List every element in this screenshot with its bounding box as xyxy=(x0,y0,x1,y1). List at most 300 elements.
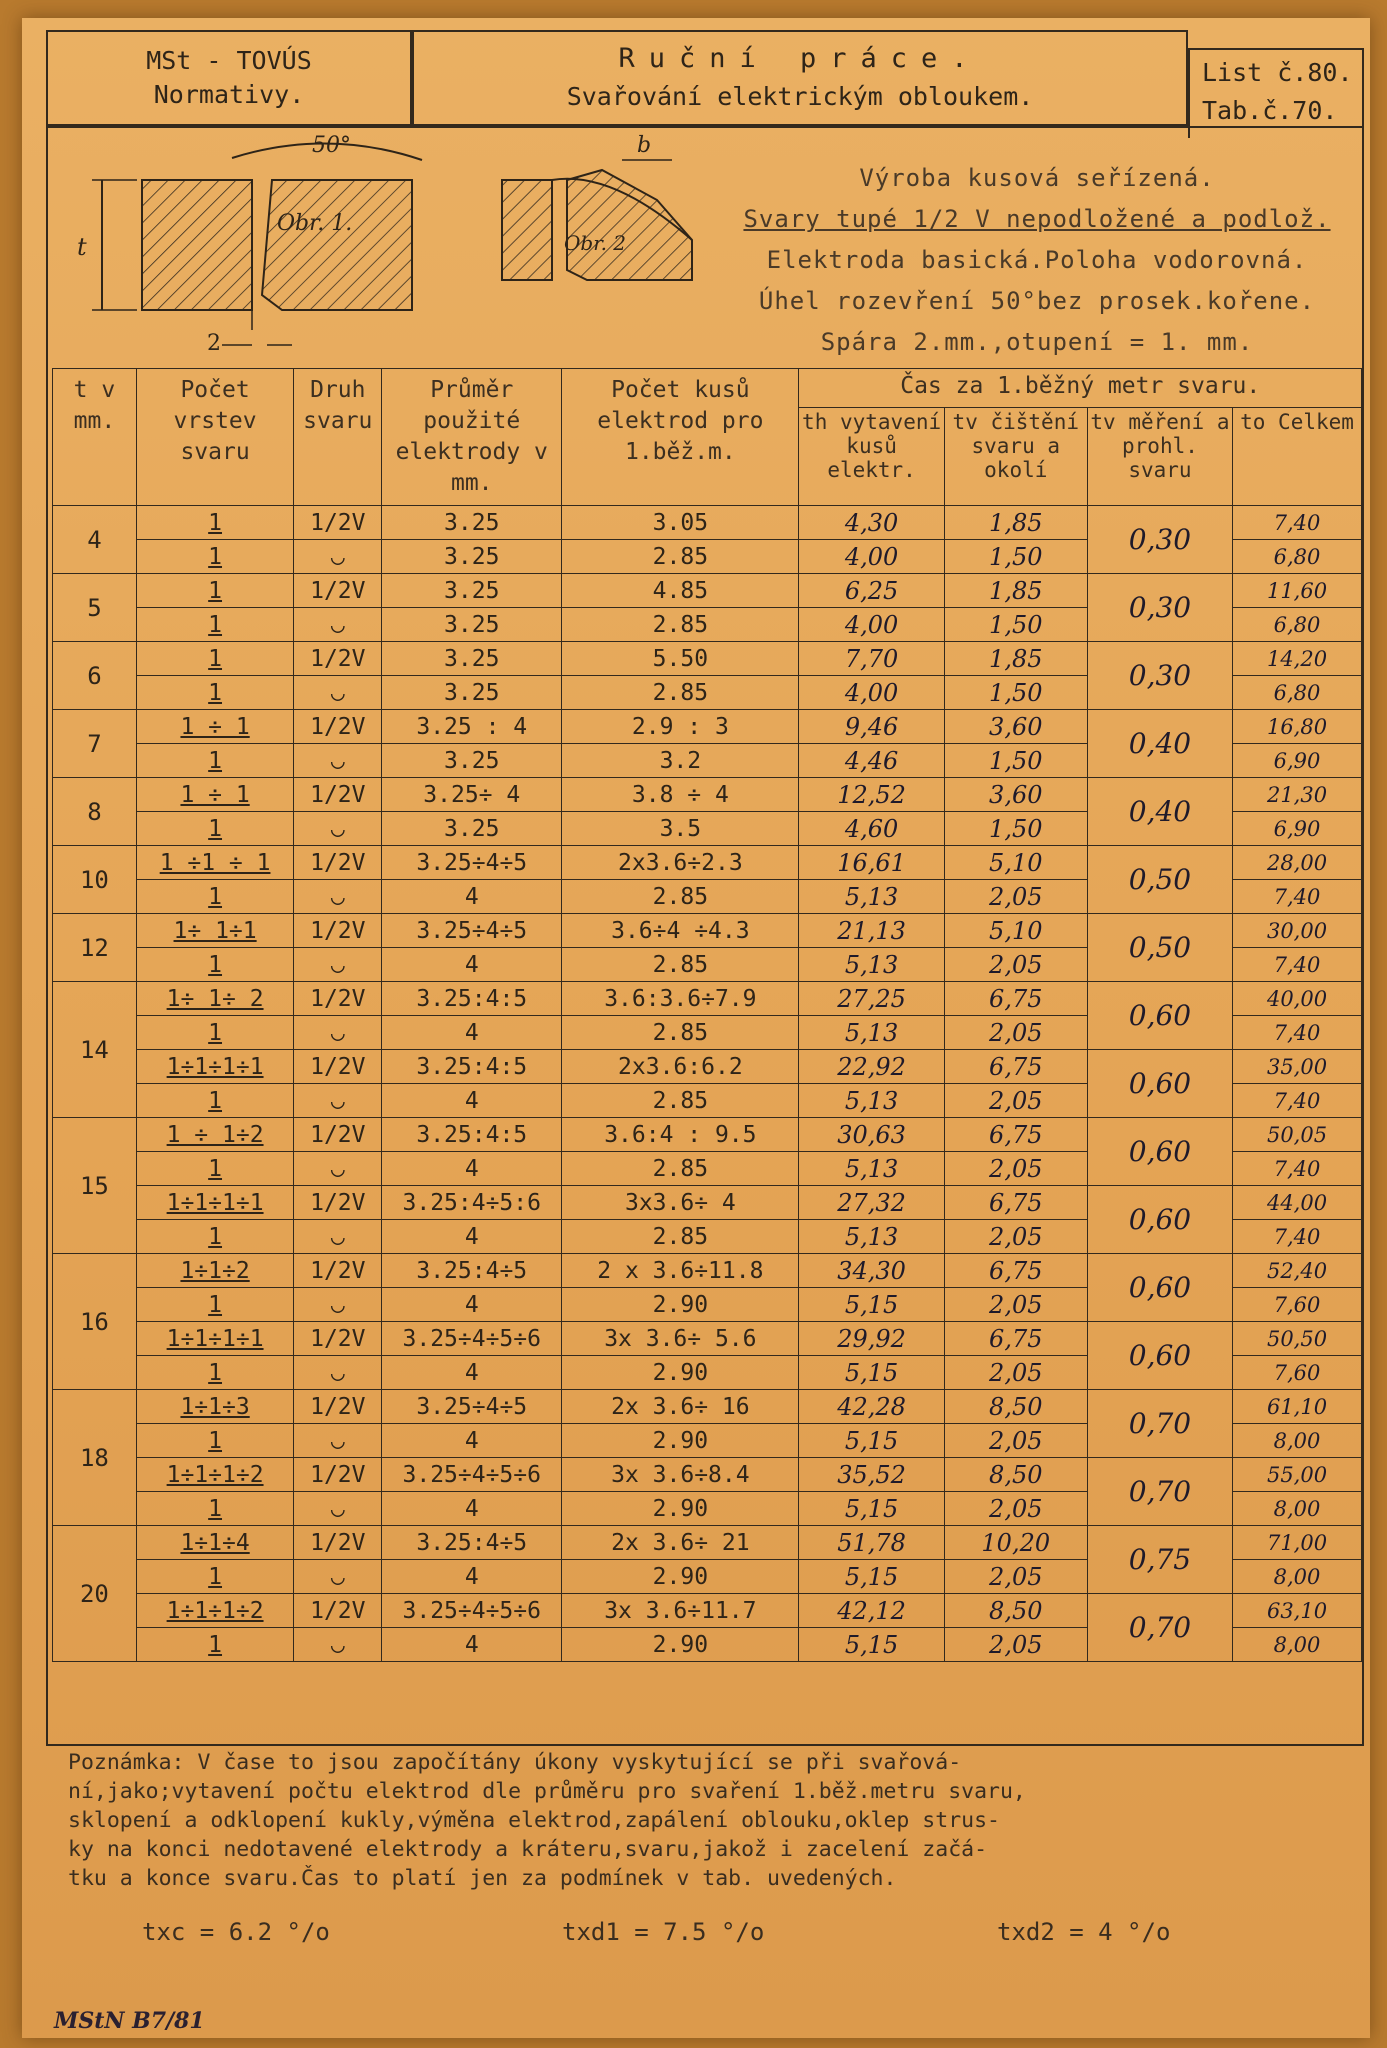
cell-electrode-diameter: 4 xyxy=(382,948,562,982)
cell-time-total: 7,40 xyxy=(1233,948,1362,982)
sketch-thickness-label: t xyxy=(77,233,87,261)
cell-time-tv-measuring: 0,70 xyxy=(1087,1458,1232,1526)
header-right-line1: List č.80. xyxy=(1202,58,1353,87)
cell-thickness: 6 xyxy=(53,642,137,710)
cell-weld-type: 1/2V xyxy=(294,506,382,540)
cell-time-tv-cleaning: 1,85 xyxy=(944,506,1087,540)
table-row xyxy=(53,1050,1362,1084)
info-line-5: Spára 2.mm.,otupení = 1. mm. xyxy=(820,328,1254,356)
cell-time-tv-measuring: 0,30 xyxy=(1087,642,1232,710)
cell-electrode-diameter: 3.25 xyxy=(382,608,562,642)
col-header-total: to Celkem xyxy=(1233,408,1362,506)
cell-time-total: 63,10 xyxy=(1233,1594,1362,1628)
cell-time-total: 21,30 xyxy=(1233,778,1362,812)
cell-weld-type: ◡ xyxy=(294,608,382,642)
cell-layers: 1 xyxy=(136,1288,293,1322)
cell-weld-type: ◡ xyxy=(294,1152,382,1186)
cell-electrode-diameter: 3.25 : 4 xyxy=(382,710,562,744)
cell-layers: 1 ÷1 ÷ 1 xyxy=(136,846,293,880)
cell-time-tv-measuring: 0,60 xyxy=(1087,1050,1232,1118)
cell-layers: 1÷1÷1÷1 xyxy=(136,1050,293,1084)
cell-layers: 1 xyxy=(136,676,293,710)
cell-time-total: 50,50 xyxy=(1233,1322,1362,1356)
cell-time-tv-measuring: 0,50 xyxy=(1087,914,1232,982)
cell-time-tv-cleaning: 1,50 xyxy=(944,608,1087,642)
cell-electrode-count: 2x 3.6÷ 16 xyxy=(562,1390,799,1424)
weld-joint-sketch xyxy=(77,130,722,362)
info-line-3: Elektroda basická.Poloha vodorovná. xyxy=(766,246,1308,274)
cell-time-th: 27,32 xyxy=(799,1186,944,1220)
cell-weld-type: ◡ xyxy=(294,1016,382,1050)
cell-layers: 1 xyxy=(136,1356,293,1390)
cell-layers: 1 xyxy=(136,1560,293,1594)
cell-electrode-diameter: 3.25:4:5 xyxy=(382,1050,562,1084)
cell-electrode-diameter: 3.25:4÷5:6 xyxy=(382,1186,562,1220)
table-row xyxy=(53,574,1362,608)
cell-time-tv-cleaning: 1,85 xyxy=(944,642,1087,676)
cell-time-th: 4,00 xyxy=(799,608,944,642)
cell-layers: 1÷ 1÷ 2 xyxy=(136,982,293,1016)
cell-electrode-diameter: 4 xyxy=(382,1356,562,1390)
cell-electrode-count: 2.85 xyxy=(562,540,799,574)
cell-time-total: 11,60 xyxy=(1233,574,1362,608)
cell-time-th: 5,13 xyxy=(799,1016,944,1050)
cell-time-tv-measuring: 0,60 xyxy=(1087,1118,1232,1186)
info-line-1: Výroba kusová seřízená. xyxy=(859,164,1215,192)
sketch-fig2-label: Obr. 2 xyxy=(564,231,627,255)
cell-time-tv-measuring: 0,75 xyxy=(1087,1526,1232,1594)
cell-electrode-diameter: 3.25÷4÷5 xyxy=(382,1390,562,1424)
cell-electrode-count: 3x3.6÷ 4 xyxy=(562,1186,799,1220)
cell-time-total: 50,05 xyxy=(1233,1118,1362,1152)
cell-layers: 1 xyxy=(136,1424,293,1458)
cell-time-th: 51,78 xyxy=(799,1526,944,1560)
cell-thickness: 15 xyxy=(53,1118,137,1254)
cell-electrode-diameter: 3.25 xyxy=(382,744,562,778)
cell-layers: 1÷1÷1÷1 xyxy=(136,1186,293,1220)
cell-weld-type: 1/2V xyxy=(294,1118,382,1152)
cell-weld-type: 1/2V xyxy=(294,778,382,812)
header-mid-line2: Svařování elektrickým obloukem. xyxy=(566,82,1034,111)
cell-layers: 1 xyxy=(136,574,293,608)
cell-electrode-diameter: 3.25 xyxy=(382,540,562,574)
cell-electrode-count: 2.85 xyxy=(562,608,799,642)
cell-time-total: 40,00 xyxy=(1233,982,1362,1016)
cell-time-tv-cleaning: 5,10 xyxy=(944,914,1087,948)
cell-time-total: 7,40 xyxy=(1233,1016,1362,1050)
cell-layers: 1 ÷ 1 xyxy=(136,710,293,744)
cell-layers: 1 xyxy=(136,608,293,642)
cell-electrode-diameter: 3.25:4÷5 xyxy=(382,1254,562,1288)
cell-time-tv-cleaning: 2,05 xyxy=(944,1356,1087,1390)
cell-time-th: 5,13 xyxy=(799,1220,944,1254)
cell-layers: 1 xyxy=(136,1016,293,1050)
cell-time-th: 42,28 xyxy=(799,1390,944,1424)
cell-time-total: 52,40 xyxy=(1233,1254,1362,1288)
cell-electrode-count: 2.85 xyxy=(562,948,799,982)
cell-layers: 1÷1÷2 xyxy=(136,1254,293,1288)
cell-time-tv-cleaning: 2,05 xyxy=(944,1424,1087,1458)
cell-time-total: 28,00 xyxy=(1233,846,1362,880)
table-row xyxy=(53,846,1362,880)
cell-thickness: 12 xyxy=(53,914,137,982)
sketch-gap-label: 2 xyxy=(207,331,221,356)
cell-electrode-count: 2.90 xyxy=(562,1560,799,1594)
cell-layers: 1 xyxy=(136,642,293,676)
cell-time-tv-cleaning: 1,50 xyxy=(944,744,1087,778)
document-sheet xyxy=(22,18,1370,2038)
cell-layers: 1÷1÷1÷2 xyxy=(136,1458,293,1492)
allowance-txc: txc = 6.2 °/o xyxy=(142,1918,330,1946)
cell-time-total: 7,40 xyxy=(1233,506,1362,540)
cell-electrode-count: 2.85 xyxy=(562,1152,799,1186)
cell-time-tv-cleaning: 3,60 xyxy=(944,778,1087,812)
cell-electrode-count: 3.5 xyxy=(562,812,799,846)
cell-time-tv-cleaning: 2,05 xyxy=(944,1288,1087,1322)
cell-layers: 1 xyxy=(136,1220,293,1254)
cell-electrode-count: 4.85 xyxy=(562,574,799,608)
cell-thickness: 16 xyxy=(53,1254,137,1390)
cell-electrode-count: 2.85 xyxy=(562,1220,799,1254)
header-right-line2: Tab.č.70. xyxy=(1202,96,1338,125)
cell-time-tv-cleaning: 2,05 xyxy=(944,1560,1087,1594)
cell-time-total: 7,40 xyxy=(1233,1084,1362,1118)
col-header-time-group: Čas za 1.běžný metr svaru. xyxy=(799,369,1362,408)
cell-time-th: 42,12 xyxy=(799,1594,944,1628)
cell-electrode-count: 3.05 xyxy=(562,506,799,540)
cell-time-th: 5,15 xyxy=(799,1628,944,1662)
cell-weld-type: ◡ xyxy=(294,1084,382,1118)
cell-time-th: 4,46 xyxy=(799,744,944,778)
cell-electrode-diameter: 4 xyxy=(382,1492,562,1526)
cell-time-tv-cleaning: 2,05 xyxy=(944,1220,1087,1254)
cell-thickness: 18 xyxy=(53,1390,137,1526)
cell-electrode-count: 5.50 xyxy=(562,642,799,676)
cell-time-total: 44,00 xyxy=(1233,1186,1362,1220)
cell-time-th: 29,92 xyxy=(799,1322,944,1356)
sketch-angle-label: 50° xyxy=(312,133,351,158)
table-row xyxy=(53,1458,1362,1492)
cell-time-th: 27,25 xyxy=(799,982,944,1016)
cell-time-tv-measuring: 0,70 xyxy=(1087,1594,1232,1662)
cell-weld-type: 1/2V xyxy=(294,1526,382,1560)
cell-electrode-count: 3.8 ÷ 4 xyxy=(562,778,799,812)
cell-weld-type: 1/2V xyxy=(294,846,382,880)
cell-electrode-diameter: 3.25÷ 4 xyxy=(382,778,562,812)
cell-time-total: 8,00 xyxy=(1233,1628,1362,1662)
cell-time-tv-cleaning: 6,75 xyxy=(944,1322,1087,1356)
cell-time-tv-measuring: 0,50 xyxy=(1087,846,1232,914)
note-line-4: ky na konci nedotavené elektrody a kráteru,svaru,jakož i zacelení začá- xyxy=(68,1837,988,1862)
cell-electrode-diameter: 3.25÷4÷5 xyxy=(382,914,562,948)
cell-weld-type: ◡ xyxy=(294,1424,382,1458)
cell-weld-type: ◡ xyxy=(294,540,382,574)
cell-time-tv-cleaning: 6,75 xyxy=(944,1050,1087,1084)
col-header-electrode-diameter: Průměr použité elektrody v mm. xyxy=(382,369,562,506)
note-line-3: sklopení a odklopení kukly,výměna elektrod,zapálení oblouku,oklep strus- xyxy=(68,1808,1000,1833)
cell-weld-type: ◡ xyxy=(294,744,382,778)
cell-time-th: 5,13 xyxy=(799,948,944,982)
cell-electrode-diameter: 4 xyxy=(382,1288,562,1322)
cell-time-tv-cleaning: 2,05 xyxy=(944,1152,1087,1186)
cell-layers: 1 xyxy=(136,1152,293,1186)
cell-weld-type: ◡ xyxy=(294,1288,382,1322)
cell-layers: 1÷1÷3 xyxy=(136,1390,293,1424)
table-row xyxy=(53,1322,1362,1356)
cell-time-tv-measuring: 0,60 xyxy=(1087,982,1232,1050)
cell-time-tv-cleaning: 8,50 xyxy=(944,1458,1087,1492)
cell-time-total: 55,00 xyxy=(1233,1458,1362,1492)
footnote xyxy=(68,1748,1364,1893)
cell-electrode-diameter: 3.25÷4÷5÷6 xyxy=(382,1594,562,1628)
cell-time-th: 9,46 xyxy=(799,710,944,744)
cell-electrode-diameter: 4 xyxy=(382,880,562,914)
cell-electrode-count: 2.90 xyxy=(562,1356,799,1390)
cell-weld-type: 1/2V xyxy=(294,1186,382,1220)
table-row xyxy=(53,1186,1362,1220)
cell-time-th: 22,92 xyxy=(799,1050,944,1084)
cell-layers: 1 xyxy=(136,1628,293,1662)
cell-time-total: 8,00 xyxy=(1233,1560,1362,1594)
cell-weld-type: 1/2V xyxy=(294,1050,382,1084)
cell-layers: 1 xyxy=(136,1084,293,1118)
cell-time-total: 16,80 xyxy=(1233,710,1362,744)
cell-time-tv-measuring: 0,60 xyxy=(1087,1186,1232,1254)
cell-time-tv-measuring: 0,40 xyxy=(1087,778,1232,846)
cell-electrode-diameter: 4 xyxy=(382,1016,562,1050)
cell-time-tv-cleaning: 2,05 xyxy=(944,1016,1087,1050)
cell-time-th: 5,13 xyxy=(799,880,944,914)
cell-electrode-count: 3x 3.6÷ 5.6 xyxy=(562,1322,799,1356)
cell-time-th: 5,13 xyxy=(799,1152,944,1186)
cell-electrode-count: 3x 3.6÷11.7 xyxy=(562,1594,799,1628)
cell-time-tv-cleaning: 6,75 xyxy=(944,1254,1087,1288)
note-line-5: tku a konce svaru.Čas to platí jen za podmínek v tab. uvedených. xyxy=(68,1866,897,1891)
cell-electrode-diameter: 3.25 xyxy=(382,574,562,608)
cell-electrode-count: 2.90 xyxy=(562,1628,799,1662)
cell-electrode-diameter: 4 xyxy=(382,1560,562,1594)
cell-time-th: 34,30 xyxy=(799,1254,944,1288)
cell-electrode-diameter: 3.25 xyxy=(382,812,562,846)
cell-electrode-count: 2.90 xyxy=(562,1288,799,1322)
cell-time-th: 4,00 xyxy=(799,676,944,710)
cell-time-total: 71,00 xyxy=(1233,1526,1362,1560)
cell-electrode-diameter: 3.25:4:5 xyxy=(382,982,562,1016)
cell-time-tv-cleaning: 2,05 xyxy=(944,948,1087,982)
cell-weld-type: 1/2V xyxy=(294,1390,382,1424)
production-info xyxy=(712,158,1362,363)
cell-weld-type: ◡ xyxy=(294,1628,382,1662)
cell-weld-type: ◡ xyxy=(294,948,382,982)
cell-layers: 1÷1÷1÷1 xyxy=(136,1322,293,1356)
cell-weld-type: ◡ xyxy=(294,1356,382,1390)
cell-time-total: 7,60 xyxy=(1233,1356,1362,1390)
col-header-layers: Počet vrstev svaru xyxy=(136,369,293,506)
cell-time-th: 6,25 xyxy=(799,574,944,608)
cell-thickness: 10 xyxy=(53,846,137,914)
table-row xyxy=(53,1526,1362,1560)
cell-time-th: 5,15 xyxy=(799,1356,944,1390)
cell-electrode-diameter: 3.25 xyxy=(382,506,562,540)
header-sheet-number xyxy=(1188,48,1364,138)
cell-weld-type: 1/2V xyxy=(294,1594,382,1628)
cell-time-tv-cleaning: 6,75 xyxy=(944,1118,1087,1152)
cell-time-total: 61,10 xyxy=(1233,1390,1362,1424)
cell-time-th: 21,13 xyxy=(799,914,944,948)
cell-time-tv-cleaning: 2,05 xyxy=(944,1492,1087,1526)
info-line-4: Úhel rozevření 50°bez prosek.kořene. xyxy=(758,287,1316,315)
cell-electrode-count: 3.2 xyxy=(562,744,799,778)
col-header-th: th vytavení kusů elektr. xyxy=(799,408,944,506)
cell-layers: 1 xyxy=(136,880,293,914)
cell-time-tv-measuring: 0,30 xyxy=(1087,506,1232,574)
cell-layers: 1 xyxy=(136,744,293,778)
cell-time-total: 6,80 xyxy=(1233,540,1362,574)
header-left-line2: Normativy. xyxy=(153,80,305,109)
cell-electrode-count: 2.85 xyxy=(562,1016,799,1050)
col-header-electrode-count: Počet kusů elektrod pro 1.běž.m. xyxy=(562,369,799,506)
cell-electrode-diameter: 3.25÷4÷5÷6 xyxy=(382,1458,562,1492)
cell-weld-type: ◡ xyxy=(294,880,382,914)
table-row xyxy=(53,778,1362,812)
header-organization xyxy=(46,30,412,126)
cell-time-tv-cleaning: 1,50 xyxy=(944,676,1087,710)
cell-layers: 1÷1÷1÷2 xyxy=(136,1594,293,1628)
cell-weld-type: ◡ xyxy=(294,1492,382,1526)
cell-weld-type: 1/2V xyxy=(294,1322,382,1356)
sketch-b-label: b xyxy=(637,133,652,158)
cell-electrode-count: 2.90 xyxy=(562,1492,799,1526)
cell-electrode-count: 2 x 3.6÷11.8 xyxy=(562,1254,799,1288)
cell-thickness: 20 xyxy=(53,1526,137,1662)
table-row xyxy=(53,710,1362,744)
cell-time-total: 7,40 xyxy=(1233,880,1362,914)
cell-time-tv-measuring: 0,60 xyxy=(1087,1254,1232,1322)
cell-weld-type: 1/2V xyxy=(294,574,382,608)
cell-weld-type: ◡ xyxy=(294,676,382,710)
cell-time-tv-cleaning: 1,50 xyxy=(944,812,1087,846)
cell-layers: 1 ÷ 1 xyxy=(136,778,293,812)
cell-time-th: 4,00 xyxy=(799,540,944,574)
cell-time-total: 30,00 xyxy=(1233,914,1362,948)
cell-time-th: 30,63 xyxy=(799,1118,944,1152)
cell-time-th: 5,15 xyxy=(799,1424,944,1458)
cell-time-th: 4,30 xyxy=(799,506,944,540)
cell-electrode-count: 3.6÷4 ÷4.3 xyxy=(562,914,799,948)
cell-electrode-count: 3.6:3.6÷7.9 xyxy=(562,982,799,1016)
cell-electrode-diameter: 3.25 xyxy=(382,642,562,676)
cell-electrode-diameter: 4 xyxy=(382,1220,562,1254)
cell-time-total: 6,80 xyxy=(1233,676,1362,710)
table-row xyxy=(53,642,1362,676)
cell-time-th: 35,52 xyxy=(799,1458,944,1492)
note-line-2: ní,jako;vytavení počtu elektrod dle průměru pro svaření 1.běž.metru svaru, xyxy=(68,1779,1026,1804)
cell-time-total: 7,40 xyxy=(1233,1220,1362,1254)
cell-weld-type: 1/2V xyxy=(294,982,382,1016)
cell-thickness: 5 xyxy=(53,574,137,642)
cell-time-tv-measuring: 0,40 xyxy=(1087,710,1232,778)
cell-electrode-diameter: 4 xyxy=(382,1628,562,1662)
header-mid-line1: Ruční práce. xyxy=(618,43,982,74)
cell-layers: 1 ÷ 1÷2 xyxy=(136,1118,293,1152)
cell-electrode-diameter: 4 xyxy=(382,1084,562,1118)
cell-time-th: 7,70 xyxy=(799,642,944,676)
cell-time-tv-cleaning: 2,05 xyxy=(944,1628,1087,1662)
cell-time-tv-measuring: 0,60 xyxy=(1087,1322,1232,1390)
cell-time-total: 7,60 xyxy=(1233,1288,1362,1322)
cell-weld-type: 1/2V xyxy=(294,1458,382,1492)
cell-weld-type: ◡ xyxy=(294,1220,382,1254)
cell-electrode-diameter: 3.25:4÷5 xyxy=(382,1526,562,1560)
cell-electrode-diameter: 3.25:4:5 xyxy=(382,1118,562,1152)
cell-electrode-diameter: 4 xyxy=(382,1152,562,1186)
table-body xyxy=(53,506,1362,1662)
cell-time-total: 8,00 xyxy=(1233,1424,1362,1458)
cell-time-th: 5,15 xyxy=(799,1288,944,1322)
cell-electrode-count: 2.85 xyxy=(562,880,799,914)
table-row xyxy=(53,1254,1362,1288)
cell-electrode-count: 3x 3.6÷8.4 xyxy=(562,1458,799,1492)
cell-time-tv-cleaning: 1,85 xyxy=(944,574,1087,608)
cell-time-th: 5,15 xyxy=(799,1492,944,1526)
cell-thickness: 7 xyxy=(53,710,137,778)
cell-time-th: 16,61 xyxy=(799,846,944,880)
cell-layers: 1 xyxy=(136,1492,293,1526)
cell-time-tv-cleaning: 8,50 xyxy=(944,1390,1087,1424)
allowance-txd1: txd1 = 7.5 °/o xyxy=(562,1918,765,1946)
cell-time-tv-cleaning: 2,05 xyxy=(944,1084,1087,1118)
cell-time-tv-measuring: 0,70 xyxy=(1087,1390,1232,1458)
cell-electrode-count: 2.90 xyxy=(562,1424,799,1458)
cell-thickness: 4 xyxy=(53,506,137,574)
document-stamp: MStN B7/81 xyxy=(54,2008,205,2034)
cell-electrode-diameter: 3.25÷4÷5÷6 xyxy=(382,1322,562,1356)
cell-time-th: 4,60 xyxy=(799,812,944,846)
cell-electrode-count: 2.85 xyxy=(562,1084,799,1118)
cell-time-th: 5,15 xyxy=(799,1560,944,1594)
cell-time-tv-cleaning: 5,10 xyxy=(944,846,1087,880)
cell-time-tv-cleaning: 3,60 xyxy=(944,710,1087,744)
cell-time-tv-cleaning: 10,20 xyxy=(944,1526,1087,1560)
table-row xyxy=(53,1390,1362,1424)
cell-time-total: 14,20 xyxy=(1233,642,1362,676)
cell-time-th: 12,52 xyxy=(799,778,944,812)
cell-electrode-diameter: 4 xyxy=(382,1424,562,1458)
cell-time-total: 8,00 xyxy=(1233,1492,1362,1526)
col-header-tv-cleaning: tv čištění svaru a okolí xyxy=(944,408,1087,506)
cell-layers: 1÷ 1÷1 xyxy=(136,914,293,948)
col-header-tv-measuring: tv měření a prohl. svaru xyxy=(1087,408,1232,506)
cell-layers: 1 xyxy=(136,812,293,846)
cell-weld-type: ◡ xyxy=(294,1560,382,1594)
table-row xyxy=(53,914,1362,948)
header-left-line1: MSt - TOVÚS xyxy=(146,46,312,75)
cell-time-total: 6,80 xyxy=(1233,608,1362,642)
cell-time-total: 7,40 xyxy=(1233,1152,1362,1186)
cell-time-tv-cleaning: 6,75 xyxy=(944,1186,1087,1220)
cell-time-tv-cleaning: 1,50 xyxy=(944,540,1087,574)
welding-time-table xyxy=(52,368,1362,1662)
cell-time-tv-measuring: 0,30 xyxy=(1087,574,1232,642)
cell-electrode-diameter: 3.25÷4÷5 xyxy=(382,846,562,880)
info-line-2: Svary tupé 1/2 V nepodložené a podlož. xyxy=(743,205,1331,233)
cell-electrode-count: 2.85 xyxy=(562,676,799,710)
cell-time-th: 5,13 xyxy=(799,1084,944,1118)
cell-layers: 1÷1÷4 xyxy=(136,1526,293,1560)
header-title xyxy=(412,30,1188,126)
cell-time-tv-cleaning: 2,05 xyxy=(944,880,1087,914)
cell-electrode-count: 2x3.6:6.2 xyxy=(562,1050,799,1084)
